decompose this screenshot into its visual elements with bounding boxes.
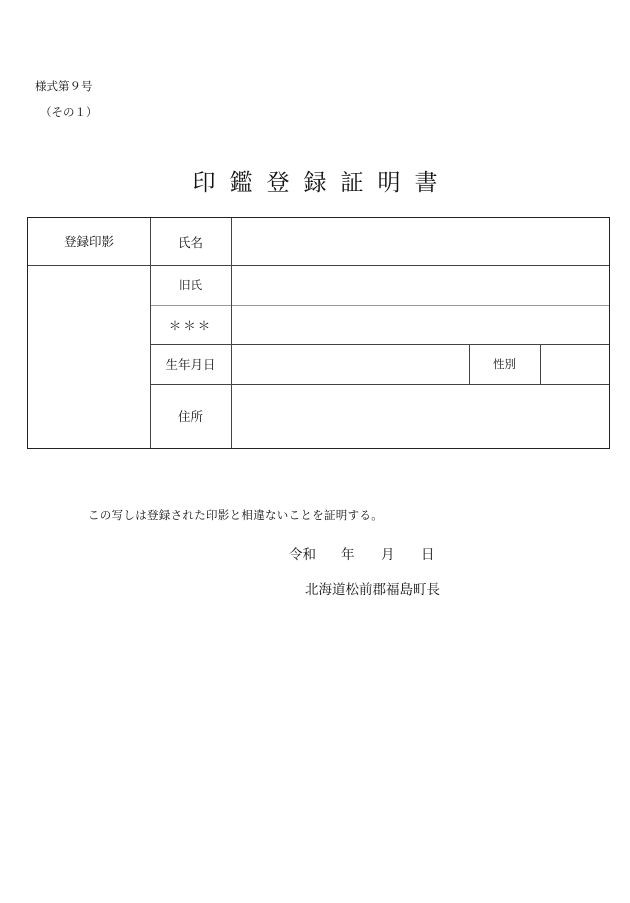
birthdate-value bbox=[231, 344, 469, 384]
address-value bbox=[231, 384, 609, 448]
issue-date bbox=[289, 543, 435, 563]
date-month-unit: 月 bbox=[381, 547, 395, 563]
masked-value bbox=[231, 305, 609, 344]
issuer-name: 北海道松前郡福島町長 bbox=[305, 582, 440, 598]
birthdate-label: 生年月日 bbox=[165, 357, 216, 372]
date-era: 令和 bbox=[289, 547, 316, 563]
form-number: 様式第９号 bbox=[35, 79, 93, 93]
gender-value bbox=[540, 344, 609, 384]
document-title: 印鑑登録証明書 bbox=[192, 170, 452, 196]
seal-impression-label: 登録印影 bbox=[63, 234, 114, 249]
date-year-unit: 年 bbox=[341, 547, 355, 563]
name-label: 氏名 bbox=[177, 234, 203, 250]
address-label: 住所 bbox=[177, 409, 203, 424]
former-name-label: 旧氏 bbox=[179, 278, 202, 292]
former-name-value bbox=[231, 265, 609, 305]
form-sub-number: （その１） bbox=[40, 105, 98, 119]
certificate-table bbox=[27, 217, 610, 449]
masked-label: ＊＊＊ bbox=[168, 317, 213, 333]
seal-impression-area bbox=[28, 265, 150, 448]
certification-statement: この写しは登録された印影と相違ないことを証明する。 bbox=[88, 508, 383, 522]
name-value bbox=[231, 218, 609, 265]
gender-label: 性別 bbox=[493, 357, 516, 371]
date-day-unit: 日 bbox=[421, 547, 435, 563]
